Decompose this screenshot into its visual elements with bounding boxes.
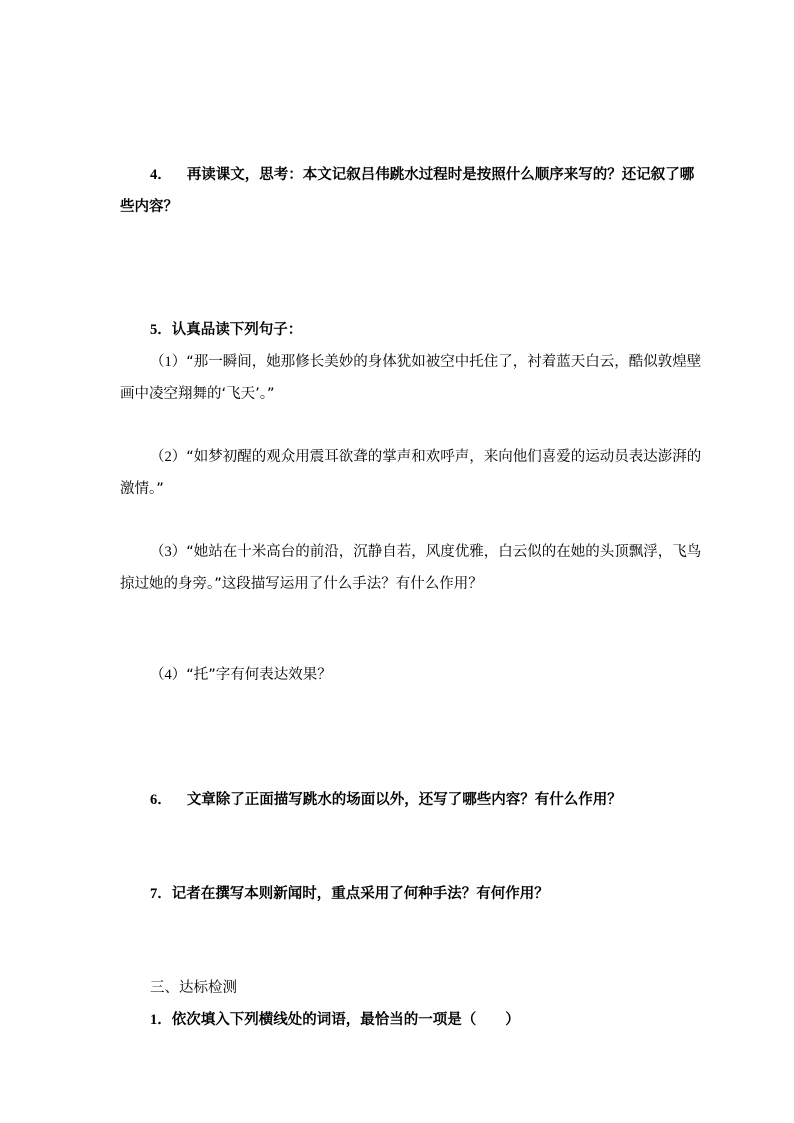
sentence-3-line-2: 掠过她的身旁。”这段描写运用了什么手法？有什么作用？	[120, 576, 483, 592]
question-text: 依次填入下列横线处的词语，最恰当的一项是（ ）	[171, 1012, 520, 1028]
sentence-2-line-1	[150, 447, 701, 467]
question-6	[150, 790, 622, 810]
sentence-number: （2）	[150, 449, 187, 465]
question-4-line-2: 些内容？	[120, 199, 178, 215]
question-text: 认真品读下列句子：	[171, 322, 303, 338]
sentence-text: “她站在十米高台的前沿，沉静自若，风度优雅，白云似的在她的头顶飘浮，飞鸟	[186, 544, 702, 560]
sentence-4	[150, 665, 332, 685]
sentence-number: （4）	[150, 667, 187, 683]
sentence-text: “如梦初醒的观众用震耳欲聋的掌声和欢呼声，来向他们喜爱的运动员表达澎湃的	[186, 449, 702, 465]
question-text: 再读课文，思考：本文记叙吕伟跳水过程时是按照什么顺序来写的？还记叙了哪	[186, 167, 695, 183]
sentence-1-line-2: 画中凌空翔舞的‘飞天’。”	[120, 386, 275, 402]
question-number: 1．	[150, 1012, 172, 1028]
sentence-text: “那一瞬间，她那修长美妙的身体犹如被空中托住了，衬着蓝天白云，酷似敦煌壁	[186, 354, 702, 370]
question-5-title	[150, 320, 302, 340]
sentence-text: “托”字有何表达效果？	[186, 667, 332, 683]
section-heading: 三、达标检测	[150, 980, 237, 996]
question-7	[150, 884, 549, 904]
sentence-number: （3）	[150, 544, 187, 560]
question-1	[150, 1010, 520, 1030]
question-4-line-1	[150, 165, 694, 185]
question-number: 5．	[150, 322, 172, 338]
question-text: 记者在撰写本则新闻时，重点采用了何种手法？有何作用？	[171, 886, 549, 902]
sentence-number: （1）	[150, 354, 187, 370]
question-number: 4．	[150, 167, 172, 183]
question-number: 7．	[150, 886, 172, 902]
sentence-3-line-1	[150, 542, 701, 562]
sentence-2-line-2: 激情。”	[120, 481, 164, 497]
sentence-1-line-1	[150, 352, 701, 372]
question-number: 6．	[150, 792, 172, 808]
question-text: 文章除了正面描写跳水的场面以外，还写了哪些内容？有什么作用？	[186, 792, 622, 808]
